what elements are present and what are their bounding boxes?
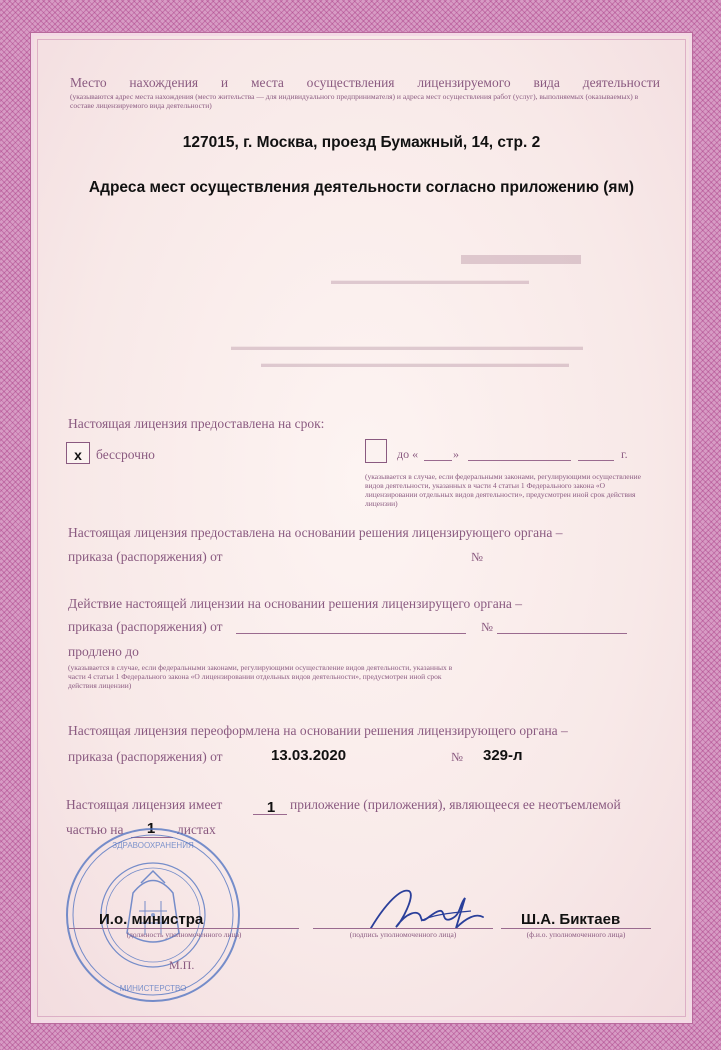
until-day-line (424, 460, 452, 461)
show-through-mark: ▬▬▬▬▬▬▬▬▬▬▬▬▬▬▬▬▬▬ (331, 275, 529, 287)
name-line (501, 928, 651, 929)
extension-number-line (497, 633, 627, 634)
basis-line1: Настоящая лицензия предоставлена на основании решения лицензирующего органа – (68, 525, 563, 540)
location-note: (указываются адрес места нахождения (место жительства — для индивидуального предпринимателя) и адреса мест осуществления работ (услуг), выполняемых (оказываемых) в составе лицензируемого вида деятельности) (70, 92, 639, 110)
signature-line (313, 928, 493, 929)
name-note: (ф.и.о. уполномоченного лица) (526, 930, 626, 939)
svg-text:ЗДРАВООХРАНЕНИЯ: ЗДРАВООХРАНЕНИЯ (112, 841, 194, 850)
extension-line2: приказа (распоряжения) от (68, 619, 223, 634)
reissue-number: 329-л (483, 747, 523, 764)
show-through-mark: ▬▬▬▬ (461, 238, 581, 271)
document-body (30, 32, 693, 1024)
until-mid: » (453, 447, 459, 461)
seal-place-label: М.П. (169, 958, 195, 972)
basis-line2: приказа (распоряжения) от (68, 549, 223, 564)
appendix-text1: Настоящая лицензия имеет (66, 797, 223, 812)
appendix-text3: частью на (66, 822, 124, 837)
appendix-count: 1 (266, 799, 276, 816)
indefinite-checkbox (66, 442, 90, 464)
extension-line1: Действие настоящей лицензии на основании решения лицензирущего органа – (68, 596, 523, 611)
extension-date-line (236, 633, 466, 634)
activity-places: Адреса мест осуществления деятельности согласно приложению (ям) (88, 179, 635, 196)
reissue-number-label: № (451, 750, 463, 764)
reissue-date: 13.03.2020 (271, 747, 347, 764)
until-year-line (578, 460, 614, 461)
until-checkbox (365, 439, 387, 463)
year-suffix: г. (621, 447, 628, 461)
extension-number-label: № (481, 620, 493, 634)
position-note: (должность уполномоченного лица) (126, 930, 242, 939)
appendix-count-line (253, 814, 287, 815)
extended-until: продлено до (68, 644, 139, 659)
appendix-sheets: 1 (146, 820, 156, 837)
until-prefix: до « (397, 447, 419, 461)
position-line (69, 928, 299, 929)
basis-number-label: № (471, 550, 483, 564)
show-through-mark: ▬▬▬▬▬▬▬▬▬▬▬▬▬▬▬▬▬▬▬▬▬▬▬▬▬▬▬▬ (261, 358, 569, 370)
reissue-line1: Настоящая лицензия переоформлена на основании решения лицензирующего органа – (68, 723, 568, 738)
show-through-mark: ▬▬▬▬▬▬▬▬▬▬▬▬▬▬▬▬▬▬▬▬▬▬▬▬▬▬▬▬▬▬▬▬ (231, 341, 583, 353)
location-heading: Место нахождения и места осуществления лицензируемого вида деятельности (70, 75, 660, 90)
until-month-line (468, 460, 571, 461)
term-heading: Настоящая лицензия предоставлена на срок: (68, 416, 325, 431)
appendix-text4: листах (177, 822, 216, 837)
indefinite-label: бессрочно (96, 447, 155, 462)
appendix-text2: приложение (приложения), являющееся ее неотъемлемой (290, 797, 621, 812)
reissue-line2: приказа (распоряжения) от (68, 749, 223, 764)
signer-position: И.о. министра (99, 911, 204, 928)
address: 127015, г. Москва, проезд Бумажный, 14, стр. 2 (182, 134, 541, 151)
checkbox-mark: x (74, 447, 82, 463)
term-note: (указывается в случае, если федеральными законами, регулирующими осуществление видов деятельности, указанных в части 4 статьи 1 Федерального закона «О лицензировании отдельных видов деятельности», предусмотрен иной срок действия лицензии) (365, 472, 641, 508)
signature-note: (подпись уполномоченного лица) (349, 930, 457, 939)
svg-text:МИНИСТЕРСТВО: МИНИСТЕРСТВО (119, 984, 187, 993)
signer-name: Ш.А. Биктаев (521, 911, 621, 928)
extension-note: (указывается в случае, если федеральными законами, регулирующими осуществление видов деятельности, указанных в части 4 статьи 1 Федерального закона «О лицензировании отдельных видов деятельности», предусмотрен иной срок действия лицензии) (68, 663, 453, 690)
